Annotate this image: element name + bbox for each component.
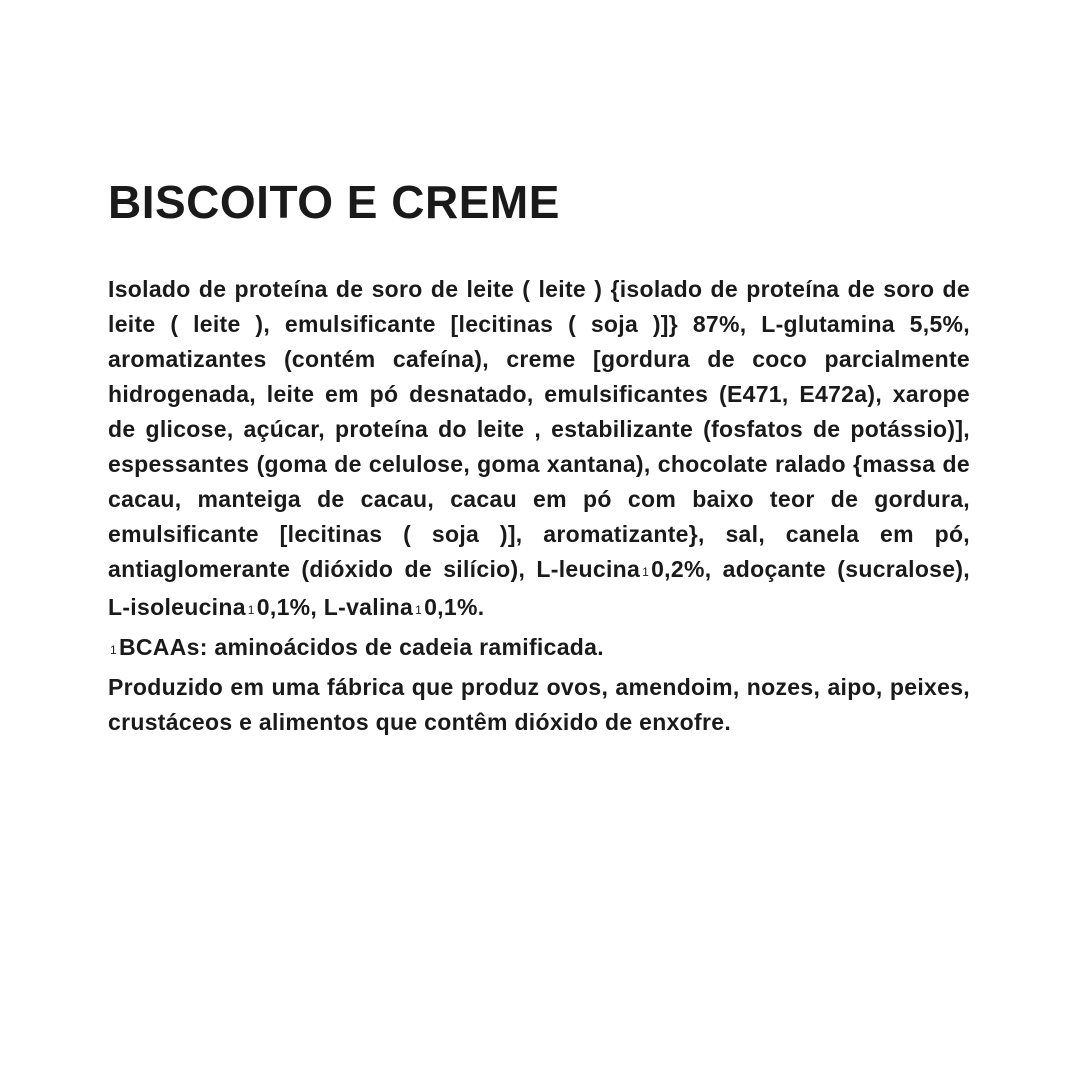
bcaa-footnote [108,630,970,668]
footnote-marker: 1 [110,643,117,657]
allergen-notice: Produzido em uma fábrica que produz ovos, amendoim, nozes, aipo, peixes, crustáceos e alimentos que contêm dióxido de enxofre. [108,674,970,735]
label-content [108,172,970,740]
footnote-marker: 1 [415,603,423,617]
ingredients-text-part1: Isolado de proteína de soro de leite ( leite ) {isolado de proteína de soro de leite ( leite ), emulsificante [lecitinas ( soja )]} 87%, L-glutamina 5,5%, aromatizantes (contém cafeína), creme [gordura de coco parcialmente hidrogenada, leite em pó desnatado, emulsificantes (E471, E472a), xarope de glicose, açúcar, proteína do leite , estabilizante (fosfatos de potássio)], espessantes (goma de celulose, goma xantana), chocolate ralado {massa de cacau, manteiga de cacau, cacau em pó com baixo teor de gordura, emulsificante [lecitinas ( soja )], aromatizante}, sal, canela em pó, antiaglomerante (dióxido de silício), L-leucina [108,276,970,582]
ingredients-text-part3: 0,1%, L-valina [256,594,414,620]
product-title: BISCOITO E CREME [108,176,560,228]
footnote-marker: 1 [247,603,255,617]
footnote-text: BCAAs: aminoácidos de cadeia ramificada. [118,634,604,660]
ingredients-text-part2: 0,2%, adoçante (sucralose), L-isoleucina [108,556,970,620]
footnote-marker: 1 [642,565,650,579]
ingredients-text-part4: 0,1%. [424,594,485,620]
ingredients-list [108,272,970,628]
